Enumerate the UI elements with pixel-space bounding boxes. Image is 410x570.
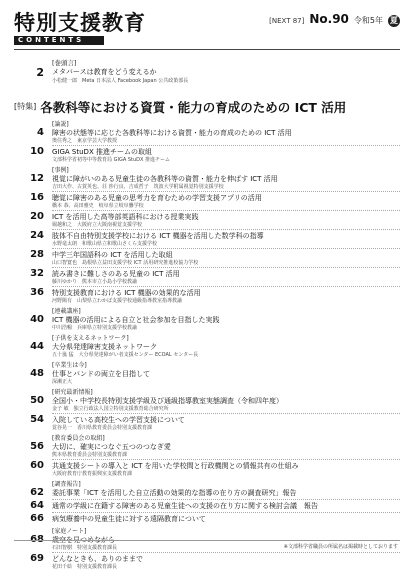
page-number: 4 [37,127,44,138]
toc-entry[interactable] [14,513,400,524]
toc-entry[interactable] [14,460,400,477]
entry-author: 河野陽有 山梨県立わかば支援学校通級指導教室指導教諭 [52,298,183,304]
category-label: [事例] [52,167,69,174]
toc-entry[interactable] [14,395,400,412]
toc-entry[interactable] [14,341,400,358]
page-number: 20 [30,211,44,222]
issue-number: No.90 [309,12,349,26]
entry-title: 肢体不自由特別支援学校における ICT 機器を活用した数学科の指導 [52,232,264,240]
toc-entry[interactable] [14,211,400,228]
entry-title: 障害の状態等に応じた各教科等における資質・能力の育成のための ICT 活用 [52,129,292,137]
page-number: 50 [30,395,44,406]
season-badge: 夏 [390,16,398,25]
entry-author: 堀越和之 大阪府立大阪南視覚支援学校 [52,222,143,228]
issue-info [269,12,400,27]
header-divider [14,49,400,50]
page-number: 12 [30,173,44,184]
page-number: 32 [30,268,44,279]
entry-title: 視覚に障がいのある児童生徒の各教科等の資質・能力を伸ばす ICT 活用 [52,175,278,183]
issue-year: 令和5年 [353,16,383,25]
page-number: 48 [30,368,44,379]
entry-author: 奥住秀之 東京学芸大学教授 [52,138,118,144]
toc-entry[interactable] [14,414,400,431]
entry-title: 大切に、確実につなぐ五つのつなぎ愛 [52,443,171,451]
toc-entry[interactable] [14,268,400,285]
page-number: 62 [30,487,44,498]
entry-title: 読み書きに難しさのある児童の ICT 活用 [52,270,180,278]
toc-entry[interactable] [14,487,400,498]
entry-author: 山口智寛也 島根県立益田支援学校 ICT 活用研究推進校協力学校 [52,260,199,266]
category-label: [研究最新情報] [52,389,93,396]
entry-title: 歳空を見つめながら [52,536,115,544]
entry-author: 水野竜太朗 和歌山県立和歌山さくら支援学校 [52,241,158,247]
page-number: 36 [30,287,44,298]
entry-author: 石田智樹 特別支援教育課長 [52,545,118,551]
entry-title: 通常の学級に在籍する障害のある児童生徒への支援の在り方に関する検討会議 報告 [52,502,318,510]
page-number: 56 [30,441,44,452]
entry-title: 中学三年国語科の ICT を活用した取組 [52,251,173,259]
category-label: [教育委員会の取組] [52,435,105,442]
page-number: 2 [36,66,44,79]
entry-title: どんなときも、ありのままで [52,555,143,563]
page-number: 69 [30,553,44,564]
page-number: 60 [30,460,44,471]
footer-divider [14,540,400,541]
page-number: 66 [30,513,44,524]
entry-title: 共通支援シートの導入と ICT を用いた学校間と行政機関との情報共有の仕組み [52,462,299,470]
entry-author: 吉田大作、古賀英也、荘 渉行良、吉成哲子 筑波大学附属視覚特別支援学校 [52,184,224,190]
entry-author: 五十嵐 猛 大分県発達障がい者支援センター ECOAL センター長 [52,352,199,358]
entry-title: 大分県発達障害支援ネットワーク [52,343,157,351]
category-label: [卒業生は今] [52,362,87,369]
entry-author: 中川浩暢 兵庫県立特別支援学校教諭 [52,325,138,331]
toc-entry[interactable] [14,249,400,266]
entry-author: 覚谷晃一 香川県教育委員会特別支援教育課 [52,425,153,431]
feature-title: 各教科等における資質・能力の育成のための ICT 活用 [40,99,347,115]
page-number: 24 [30,230,44,241]
toc-entry[interactable] [14,192,400,209]
entry-author: 文部科学省初等中等教育局 GIGA StuDX 推進チーム [52,157,170,163]
entry-title: ICT 機器の活用による自立と社会参加を目指した実践 [52,316,220,324]
toc-entry[interactable] [14,553,400,570]
entry-title: 病気療養中の児童生徒に対する遠隔教育について [52,515,206,523]
entry-author: 小松健一郎 Meta 日本法人 Facebook Japan 公共政策部長 [52,78,189,84]
entry-title: 仕事とバンドの両立を目指して [52,370,150,378]
entry-title: メタバースは教育をどう変えるか [52,68,157,76]
magazine-title: 特別支援教育 [14,11,146,35]
footnote: ※文部科学省職員の所属名は掲載時としております [283,544,398,550]
feature-tag: [特集] [14,102,37,111]
entry-author: 熊本県教育委員会特別支援教育課 [52,452,128,458]
category-label: [家庭ノート] [52,528,87,535]
toc-entry[interactable] [14,368,400,385]
toc-entry[interactable] [14,500,400,511]
entry-author: 藤川ゆかり 熊本市立小島小学校教諭 [52,279,138,285]
entry-title: 聴覚に障害のある児童の思考力を育むための学習支援アプリの活用 [52,194,262,202]
section-label-opening: [巻頭言] [52,59,77,67]
entry-title: ICT を活用した高等部英語科における授業実践 [52,213,199,221]
toc-entry[interactable] [14,287,400,304]
page-number: 40 [30,314,44,325]
entry-author: 花田千絵 特別支援教育課長 [52,564,118,570]
toc-entry[interactable] [14,230,400,247]
toc-entry[interactable] [14,127,400,144]
contents-label: CONTENTS [14,36,104,45]
category-label: [連載講座] [52,308,81,315]
toc-entry[interactable] [14,441,400,458]
page-number: 16 [30,192,44,203]
page-number: 68 [30,534,44,545]
entry-title: GIGA StuDX 推進チームの取組 [52,148,152,156]
category-label: [論説] [52,121,69,128]
category-label: [子供を支えるネットワーク] [52,335,129,342]
entry-title: 入院している高校生への学習支援について [52,416,185,424]
toc-entry[interactable] [14,146,400,163]
page-number: 64 [30,500,44,511]
page-number: 28 [30,249,44,260]
category-label: [調査報告] [52,481,81,488]
toc-entry[interactable] [14,314,400,331]
entry-title: 特別支援教育における ICT 機器の効果的な活用 [52,289,201,297]
entry-author: 橋本 恭、高田雅史 岐阜県立岐阜聾学校 [52,203,144,209]
toc-entry-opening[interactable] [14,66,400,88]
entry-title: 委託事業「ICT を活用した自立活動の効果的な指導の在り方の調査研究」報告 [52,489,297,497]
issue-tag: [NEXT 87] [269,17,305,25]
entry-author: 深瀬正大 [52,379,73,385]
entry-title: 全国小・中学校長特別支援学級及び通級指導教室実態調査（令和四年度） [52,397,283,405]
toc-entry[interactable] [14,173,400,190]
page-number: 10 [30,146,44,157]
page-number: 54 [30,414,44,425]
entry-author: 金子 敏 独立行政法人国立特別支援教育総合研究所 [52,406,169,412]
feature-heading [14,96,400,116]
entry-author: 大阪府教育庁教育振興室支援教育課 [52,471,133,477]
page-number: 44 [30,341,44,352]
